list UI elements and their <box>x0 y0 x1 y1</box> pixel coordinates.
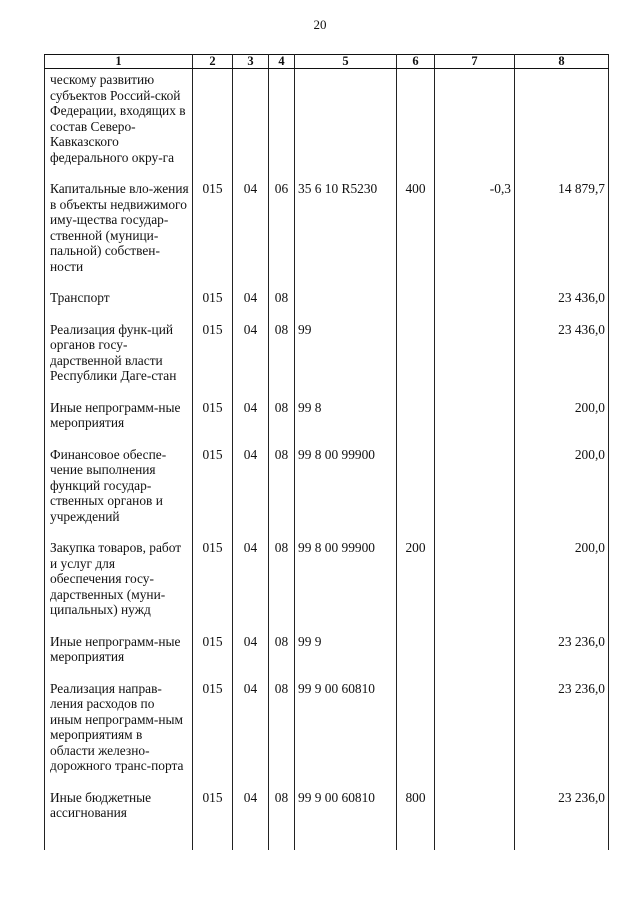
subsection-cell <box>269 69 295 182</box>
subsection-cell: 08 <box>269 290 295 322</box>
subsection-cell: 08 <box>269 400 295 447</box>
page-number: 20 <box>313 17 327 32</box>
table-row <box>45 400 609 447</box>
target-article-cell: 99 9 <box>295 634 397 681</box>
subsection-cell: 06 <box>269 181 295 290</box>
section-cell: 04 <box>233 290 269 322</box>
admin-code-cell: 015 <box>193 447 233 541</box>
row-name-cell: Иные бюджетные ассигнования <box>45 790 193 850</box>
total-amount-cell: 200,0 <box>515 400 609 447</box>
table-row <box>45 790 609 850</box>
admin-code-cell: 015 <box>193 181 233 290</box>
admin-code-cell: 015 <box>193 400 233 447</box>
total-amount-cell: 23 436,0 <box>515 322 609 400</box>
admin-code-cell: 015 <box>193 322 233 400</box>
col-header: 4 <box>269 55 295 69</box>
expense-type-cell <box>397 447 435 541</box>
col-header: 8 <box>515 55 609 69</box>
subsection-cell: 08 <box>269 540 295 634</box>
row-name-cell: Иные непрограмм-ные мероприятия <box>45 634 193 681</box>
subsection-cell: 08 <box>269 790 295 850</box>
target-article-cell: 35 6 10 R5230 <box>295 181 397 290</box>
total-amount-cell <box>515 69 609 182</box>
header-row <box>45 55 609 69</box>
table-row <box>45 69 609 182</box>
row-name-cell: Иные непрограмм-ные мероприятия <box>45 400 193 447</box>
change-amount-cell <box>435 322 515 400</box>
expense-type-cell <box>397 290 435 322</box>
subsection-cell: 08 <box>269 681 295 790</box>
change-amount-cell <box>435 681 515 790</box>
target-article-cell: 99 9 00 60810 <box>295 790 397 850</box>
change-amount-cell <box>435 447 515 541</box>
target-article-cell: 99 <box>295 322 397 400</box>
total-amount-cell: 23 236,0 <box>515 634 609 681</box>
row-name-cell: Капитальные вло-жения в объекты недвижимого иму-щества государ-ственной (муници-пальной) собствен-ности <box>45 181 193 290</box>
expense-type-cell <box>397 69 435 182</box>
admin-code-cell <box>193 69 233 182</box>
expense-type-cell <box>397 400 435 447</box>
admin-code-cell: 015 <box>193 681 233 790</box>
total-amount-cell: 23 236,0 <box>515 790 609 850</box>
subsection-cell: 08 <box>269 634 295 681</box>
expense-type-cell: 200 <box>397 540 435 634</box>
expense-type-cell: 400 <box>397 181 435 290</box>
row-name-cell: Транспорт <box>45 290 193 322</box>
row-name-cell: Реализация функ-ций органов госу-дарственной власти Республики Даге-стан <box>45 322 193 400</box>
section-cell: 04 <box>233 681 269 790</box>
col-header: 3 <box>233 55 269 69</box>
section-cell: 04 <box>233 540 269 634</box>
col-header: 2 <box>193 55 233 69</box>
change-amount-cell <box>435 69 515 182</box>
total-amount-cell: 23 436,0 <box>515 290 609 322</box>
total-amount-cell: 23 236,0 <box>515 681 609 790</box>
row-name-cell: Закупка товаров, работ и услуг для обеспечения госу-дарственных (муни-ципальных) нужд <box>45 540 193 634</box>
section-cell: 04 <box>233 790 269 850</box>
expense-type-cell: 800 <box>397 790 435 850</box>
target-article-cell: 99 8 00 99900 <box>295 540 397 634</box>
total-amount-cell: 200,0 <box>515 540 609 634</box>
table-row <box>45 181 609 290</box>
admin-code-cell: 015 <box>193 540 233 634</box>
table-row <box>45 290 609 322</box>
col-header: 5 <box>295 55 397 69</box>
change-amount-cell <box>435 634 515 681</box>
section-cell: 04 <box>233 181 269 290</box>
table-row <box>45 634 609 681</box>
subsection-cell: 08 <box>269 447 295 541</box>
table-row <box>45 447 609 541</box>
target-article-cell <box>295 69 397 182</box>
table-row <box>45 540 609 634</box>
change-amount-cell <box>435 400 515 447</box>
section-cell: 04 <box>233 447 269 541</box>
col-header: 6 <box>397 55 435 69</box>
target-article-cell: 99 9 00 60810 <box>295 681 397 790</box>
change-amount-cell <box>435 790 515 850</box>
admin-code-cell: 015 <box>193 790 233 850</box>
admin-code-cell: 015 <box>193 634 233 681</box>
change-amount-cell <box>435 540 515 634</box>
target-article-cell <box>295 290 397 322</box>
change-amount-cell: -0,3 <box>435 181 515 290</box>
row-name-cell: Реализация направ-ления расходов по иным непрограмм-ным мероприятиям в области железно-дорожного транс-порта <box>45 681 193 790</box>
section-cell <box>233 69 269 182</box>
row-name-cell: ческому развитию субъектов Россий-ской Федерации, входящих в состав Северо-Кавказского федерального окру-га <box>45 69 193 182</box>
table-row <box>45 681 609 790</box>
section-cell: 04 <box>233 400 269 447</box>
col-header: 7 <box>435 55 515 69</box>
expense-type-cell <box>397 681 435 790</box>
expense-type-cell <box>397 322 435 400</box>
subsection-cell: 08 <box>269 322 295 400</box>
expense-type-cell <box>397 634 435 681</box>
row-name-cell: Финансовое обеспе-чение выполнения функций государ-ственных органов и учреждений <box>45 447 193 541</box>
admin-code-cell: 015 <box>193 290 233 322</box>
budget-table <box>44 54 609 850</box>
change-amount-cell <box>435 290 515 322</box>
section-cell: 04 <box>233 322 269 400</box>
target-article-cell: 99 8 00 99900 <box>295 447 397 541</box>
total-amount-cell: 200,0 <box>515 447 609 541</box>
total-amount-cell: 14 879,7 <box>515 181 609 290</box>
col-header: 1 <box>45 55 193 69</box>
table-row <box>45 322 609 400</box>
target-article-cell: 99 8 <box>295 400 397 447</box>
section-cell: 04 <box>233 634 269 681</box>
